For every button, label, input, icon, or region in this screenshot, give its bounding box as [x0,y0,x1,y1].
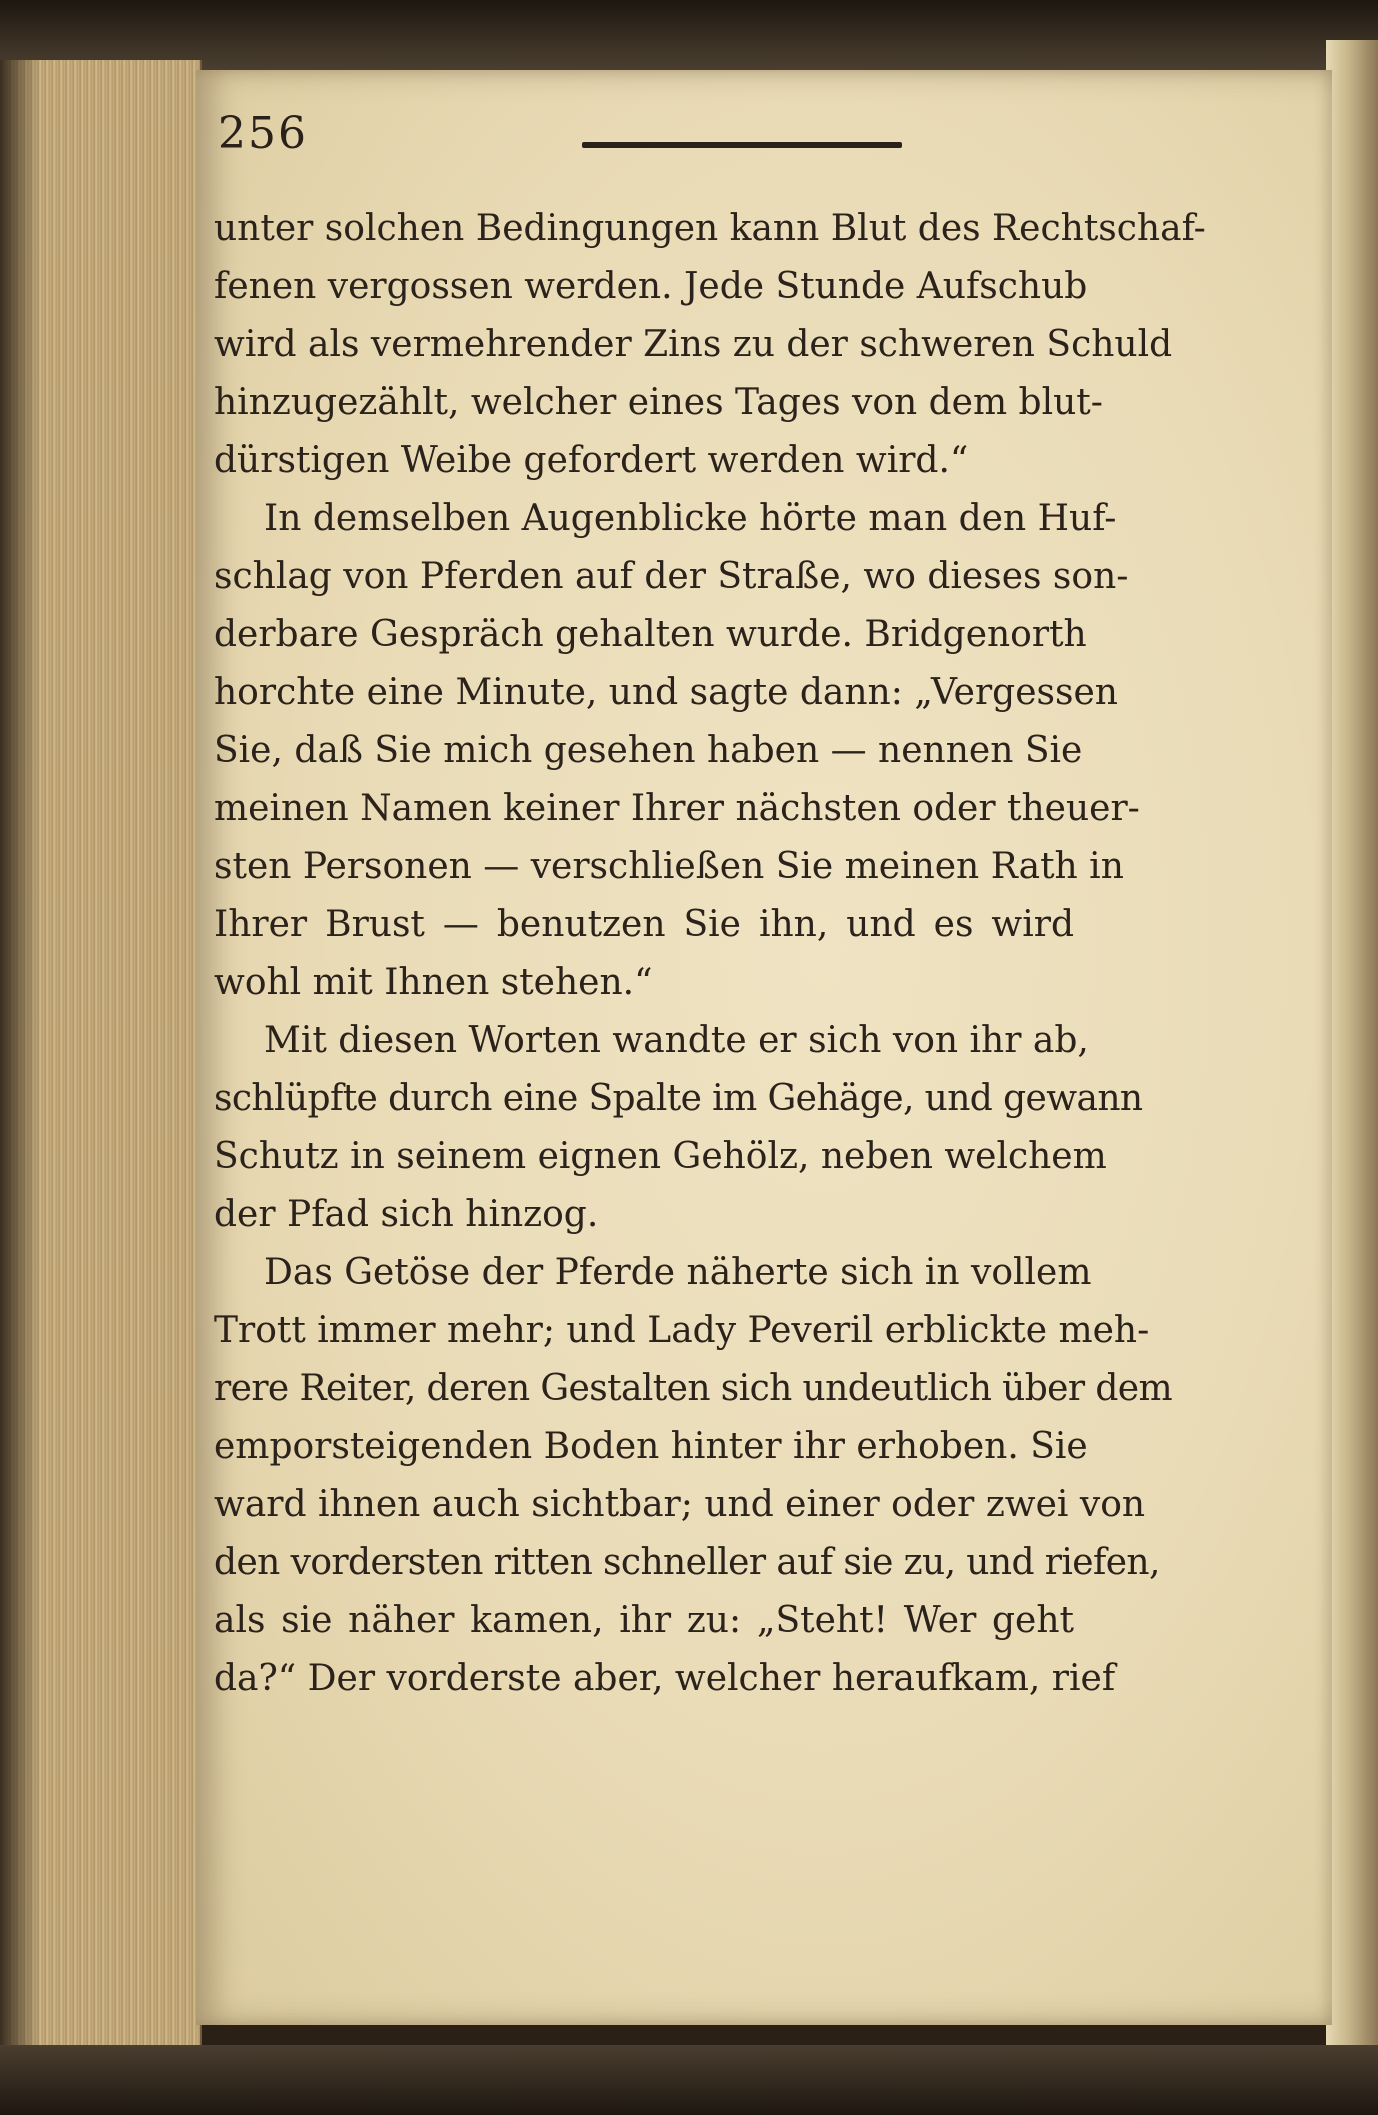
header-rule [582,142,902,148]
text-line: da?“ Der vorderste aber, welcher heraufkam, rief [214,1658,1116,1699]
text-line: dürstigen Weibe gefordert werden wird.“ [214,440,969,481]
book-binding-top [0,0,1378,70]
text-line: fenen vergossen werden. Jede Stunde Aufschub [214,266,1088,307]
page-text [214,200,1206,1708]
book-binding-bottom [0,2045,1378,2115]
text-line: horchte eine Minute, und sagte dann: „Vergessen [214,672,1118,713]
page-edges-left [0,60,202,2050]
text-line: den vordersten ritten schneller auf sie zu, und riefen, [214,1542,1160,1583]
text-line: Trott immer mehr; und Lady Peveril erblickte meh- [214,1310,1150,1351]
text-line: emporsteigenden Boden hinter ihr erhoben. Sie [214,1426,1088,1467]
page-number: 256 [218,108,308,159]
text-line: meinen Namen keiner Ihrer nächsten oder theuer- [214,788,1140,829]
text-line: Das Getöse der Pferde näherte sich in vollem [264,1252,1092,1293]
text-line: wird als vermehrender Zins zu der schweren Schuld [214,324,1173,365]
text-line: Ihrer Brust — benutzen Sie ihn, und es wird [214,904,1074,945]
text-line: wohl mit Ihnen stehen.“ [214,962,653,1003]
book-cover-edge-right [1326,40,1378,2080]
text-line: Schutz in seinem eignen Gehölz, neben welchem [214,1136,1107,1177]
text-line: In demselben Augenblicke hörte man den Huf- [264,498,1117,539]
text-line: Mit diesen Worten wandte er sich von ihr ab, [264,1020,1089,1061]
text-line: sten Personen — verschließen Sie meinen Rath in [214,846,1124,887]
text-line: der Pfad sich hinzog. [214,1194,599,1235]
text-line: als sie näher kamen, ihr zu: „Steht! Wer geht [214,1600,1074,1641]
text-line: schlüpfte durch eine Spalte im Gehäge, und gewann [214,1078,1143,1119]
text-line: schlag von Pferden auf der Straße, wo dieses son- [214,556,1129,597]
text-line: unter solchen Bedingungen kann Blut des Rechtschaf- [214,208,1206,249]
text-line: ward ihnen auch sichtbar; und einer oder zwei von [214,1484,1146,1525]
text-line: derbare Gespräch gehalten wurde. Bridgenorth [214,614,1087,655]
text-line: rere Reiter, deren Gestalten sich undeutlich über dem [214,1368,1173,1409]
text-line: Sie, daß Sie mich gesehen haben — nennen Sie [214,730,1083,771]
text-line: hinzugezählt, welcher eines Tages von dem blut- [214,382,1103,423]
